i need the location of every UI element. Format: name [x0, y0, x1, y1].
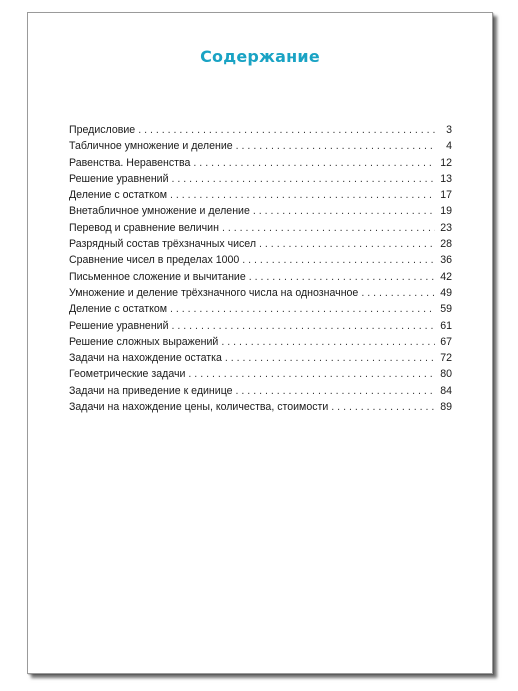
toc-entry-label: Внетабличное умножение и деление — [69, 205, 250, 218]
toc-dot-leader — [236, 385, 435, 397]
toc-entry-page: 67 — [440, 335, 452, 348]
toc-dot-leader — [253, 205, 435, 217]
toc-entry-label: Письменное сложение и вычитание — [69, 270, 246, 283]
toc-entry-page: 84 — [440, 384, 452, 397]
toc-entry-label: Равенства. Неравенства — [69, 156, 191, 169]
toc-dot-leader — [170, 189, 435, 201]
toc-entry-label: Предисловие — [69, 124, 136, 136]
toc-entry[interactable] — [69, 368, 452, 384]
toc-entry[interactable] — [69, 271, 452, 287]
toc-entry-label: Решение уравнений — [69, 319, 169, 332]
toc-dot-leader — [259, 238, 435, 250]
toc-entry[interactable] — [69, 205, 452, 221]
toc-entry-page: 4 — [446, 140, 452, 153]
toc-entry-page: 3 — [446, 124, 452, 136]
toc-entry-label: Геометрические задачи — [69, 368, 186, 381]
toc-entry-page: 36 — [440, 254, 452, 267]
toc-entry-label: Решение сложных выражений — [69, 335, 219, 348]
toc-entry-label: Деление с остатком — [69, 303, 167, 316]
toc-entry-page: 17 — [440, 189, 452, 202]
toc-entry[interactable] — [69, 222, 452, 238]
toc-entry[interactable] — [69, 124, 452, 140]
toc-entry-page: 72 — [440, 352, 452, 365]
toc-entry[interactable] — [69, 157, 452, 173]
toc-dot-leader — [225, 352, 435, 364]
toc-entry-page: 42 — [440, 270, 452, 283]
toc-entry-label: Перевод и сравнение величин — [69, 221, 219, 234]
toc-entry-page: 19 — [440, 205, 452, 218]
toc-entry-page: 59 — [440, 303, 452, 316]
table-of-contents — [69, 124, 452, 417]
toc-entry-label: Умножение и деление трёхзначного числа на однозначное — [69, 286, 359, 299]
toc-entry[interactable] — [69, 254, 452, 270]
toc-entry-page: 89 — [440, 401, 452, 414]
toc-dot-leader — [236, 140, 435, 152]
document-page — [27, 12, 493, 674]
toc-entry-label: Табличное умножение и деление — [69, 140, 233, 153]
toc-entry-page: 49 — [440, 286, 452, 299]
toc-dot-leader — [249, 271, 435, 283]
page-title: Содержание — [200, 47, 320, 66]
toc-dot-leader — [188, 368, 435, 380]
toc-dot-leader — [221, 336, 435, 348]
toc-entry-page: 13 — [440, 172, 452, 185]
toc-entry-page: 80 — [440, 368, 452, 381]
toc-entry[interactable] — [69, 336, 452, 352]
toc-dot-leader — [331, 401, 435, 413]
toc-entry-label: Задачи на нахождение остатка — [69, 352, 222, 365]
toc-entry-label: Разрядный состав трёхзначных чисел — [69, 238, 257, 251]
toc-entry[interactable] — [69, 287, 452, 303]
toc-entry[interactable] — [69, 173, 452, 189]
toc-entry[interactable] — [69, 140, 452, 156]
toc-dot-leader — [242, 254, 435, 266]
toc-entry-page: 12 — [440, 156, 452, 169]
toc-entry-label: Задачи на нахождение цены, количества, стоимости — [69, 401, 329, 414]
toc-entry[interactable] — [69, 303, 452, 319]
toc-dot-leader — [170, 303, 435, 315]
toc-dot-leader — [172, 173, 435, 185]
toc-entry-label: Решение уравнений — [69, 172, 169, 185]
toc-entry-page: 28 — [440, 238, 452, 251]
toc-dot-leader — [361, 287, 435, 299]
toc-dot-leader — [172, 320, 435, 332]
toc-entry[interactable] — [69, 352, 452, 368]
toc-entry[interactable] — [69, 401, 452, 417]
toc-entry-page: 23 — [440, 221, 452, 234]
toc-dot-leader — [193, 157, 435, 169]
toc-dot-leader — [222, 222, 435, 234]
toc-entry[interactable] — [69, 320, 452, 336]
toc-dot-leader — [138, 124, 435, 136]
toc-entry-page: 61 — [440, 319, 452, 332]
toc-entry[interactable] — [69, 385, 452, 401]
toc-entry[interactable] — [69, 238, 452, 254]
toc-entry-label: Деление с остатком — [69, 189, 167, 202]
toc-entry-label: Задачи на приведение к единице — [69, 384, 233, 397]
toc-entry[interactable] — [69, 189, 452, 205]
toc-entry-label: Сравнение чисел в пределах 1000 — [69, 254, 240, 267]
